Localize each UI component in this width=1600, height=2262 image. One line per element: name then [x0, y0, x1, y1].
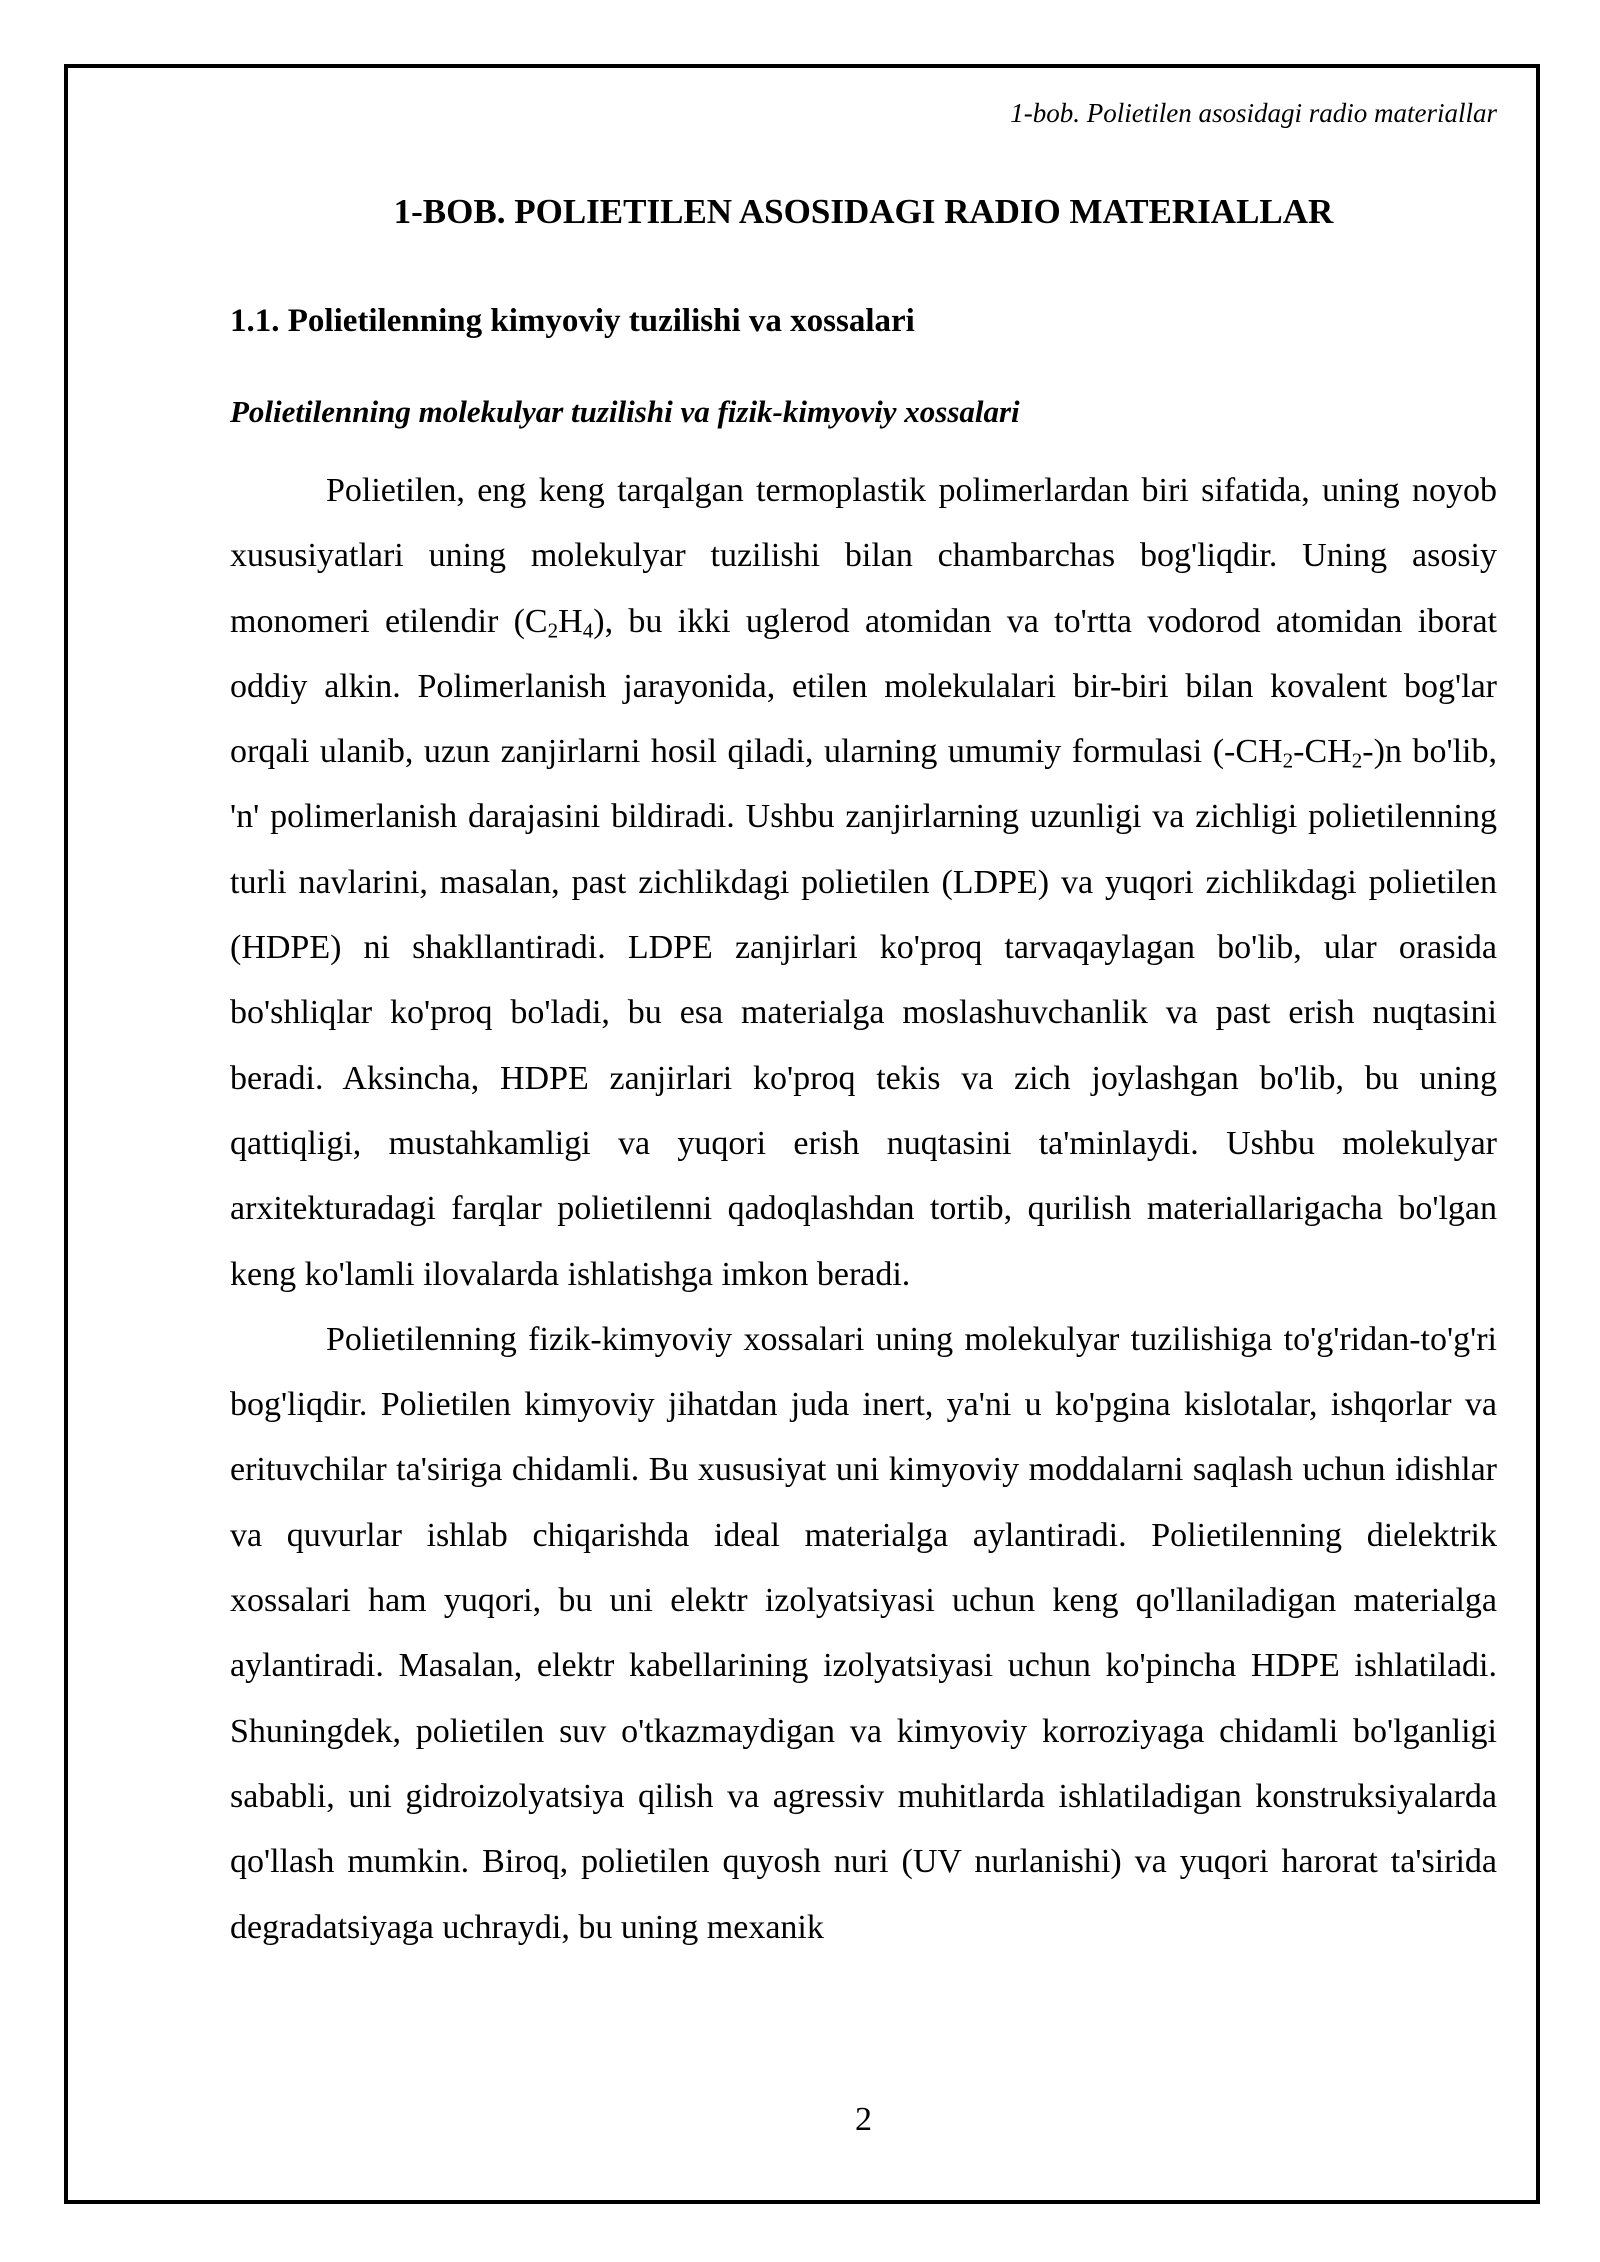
subscript: 2	[1351, 748, 1363, 773]
subscript: 2	[1282, 748, 1294, 773]
paragraph-text: -CH	[1293, 733, 1352, 771]
paragraph-text: -)n bo'lib, 'n' polimerlanish darajasini bildiradi. Ushbu zanjirlarning uzunligi va zichligi polietilenning turli navlarini, masalan, past zichlikdagi polietilen (LDPE) va yuqori zichlikdagi polietilen (HDPE) ni shakllantiradi. LDPE zanjirlari ko'proq tarvaqaylagan bo'lib, ular orasida bo'shliqlar ko'proq bo'ladi, bu esa materialga moslashuvchanlik va past erish nuqtasini beradi. Aksincha, HDPE zanjirlari ko'proq tekis va zich joylashgan bo'lib, bu uning qattiqligi, mustahkamligi va yuqori erish nuqtasini ta'minlaydi. Ushbu molekulyar arxitekturadagi farqlar polietilenni qadoqlashdan tortib, qurilish materiallarigacha bo'lgan keng ko'lamli ilovalarda ishlatishga imkon beradi.	[230, 733, 1497, 1293]
subscript: 2	[547, 617, 559, 642]
paragraph-text: H	[558, 602, 583, 640]
body-text	[230, 458, 1497, 1960]
page-number: 2	[855, 2101, 872, 2138]
paragraph-molecular-structure	[230, 458, 1497, 1307]
chapter-title: 1-BOB. POLIETILEN ASOSIDAGI RADIO MATERIALLAR	[393, 192, 1334, 231]
running-header: 1-bob. Polietilen asosidagi radio materiallar	[1010, 98, 1497, 128]
paragraph-text: Polietilen, eng keng tarqalgan termoplastik polimerlardan biri sifatida, uning noyob xususiyatlari uning molekulyar tuzilishi bilan chambarchas bog'liqdir. Uning asosiy monomeri etilendir (C	[230, 472, 1497, 640]
paragraph-physicochemical-properties: Polietilenning fizik-kimyoviy xossalari uning molekulyar tuzilishiga to'g'ridan-to'g'ri bog'liqdir. Polietilen kimyoviy jihatdan juda inert, ya'ni u ko'pgina kislotalar, ishqorlar va erituvchilar ta'siriga chidamli. Bu xususiyat uni kimyoviy moddalarni saqlash uchun idishlar va quvurlar ishlab chiqarishda ideal materialga aylantiradi. Polietilenning dielektrik xossalari ham yuqori, bu uni elektr izolyatsiyasi uchun keng qo'llaniladigan materialga aylantiradi. Masalan, elektr kabellarining izolyatsiyasi uchun ko'pincha HDPE ishlatiladi. Shuningdek, polietilen suv o'tkazmaydigan va kimyoviy korroziyaga chidamli bo'lganligi sababli, uni gidroizolyatsiya qilish va agressiv muhitlarda ishlatiladigan konstruksiyalarda qo'llash mumkin. Biroq, polietilen quyosh nuri (UV nurlanishi) va yuqori harorat ta'sirida degradatsiyaga uchraydi, bu uning mexanik	[230, 1320, 1497, 1946]
section-title: 1.1. Polietilenning kimyoviy tuzilishi va xossalari	[230, 303, 915, 339]
paragraph-text: ), bu ikki uglerod atomidan va to'rtta vodorod atomidan iborat oddiy alkin. Polimerlanish jarayonida, etilen molekulalari bir-biri bilan kovalent bog'lar orqali ulanib, uzun zanjirlarni hosil qiladi, ularning umumiy formulasi (-CH	[230, 602, 1497, 771]
subscript: 4	[582, 617, 594, 642]
subsection-title: Polietilenning molekulyar tuzilishi va fizik-kimyoviy xossalari	[230, 394, 1020, 429]
